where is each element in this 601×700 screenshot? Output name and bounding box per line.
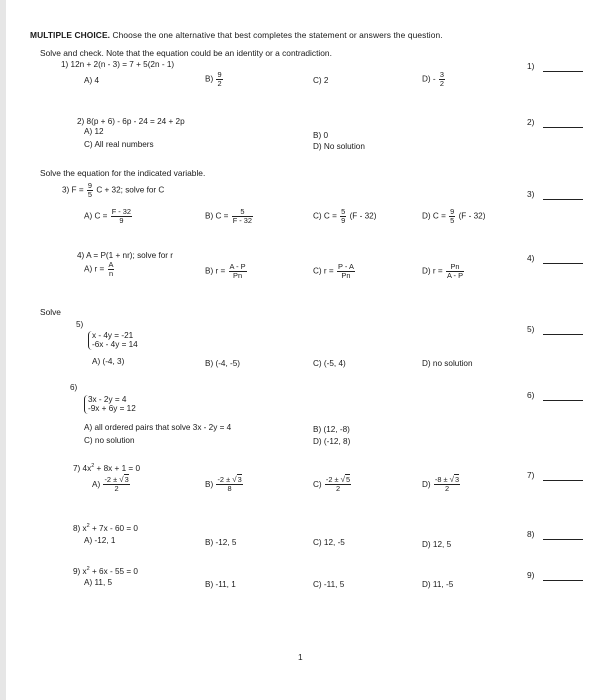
question-6-system (84, 395, 136, 414)
numerator: P - A (337, 262, 354, 271)
question-6-option-a: A) all ordered pairs that solve 3x - 2y = 4 (84, 423, 232, 432)
option-d-label: D) C = (422, 211, 446, 221)
fraction (111, 208, 132, 225)
numerator: A - P (229, 262, 246, 271)
question-4-option-d (422, 263, 465, 280)
question-5-system (88, 331, 138, 350)
system-equation-1: x - 4y = -21 (92, 331, 134, 340)
numerator-text: -2 ± (217, 475, 233, 484)
question-6-label: 6) (70, 383, 78, 392)
denominator: Pn (233, 270, 243, 280)
question-4-option-a (84, 261, 115, 278)
exponent: 2 (86, 566, 90, 572)
radicand: 3 (124, 475, 129, 484)
fraction (216, 71, 222, 88)
denominator: 5 (450, 215, 455, 225)
option-c-label: C) (313, 479, 322, 489)
numerator-text: -2 ± (104, 475, 120, 484)
question-7-option-c (313, 476, 352, 493)
option-a-label: A) r = (84, 264, 105, 274)
denominator: 9 (119, 215, 124, 225)
option-a-label: A) (92, 479, 101, 489)
question-4-option-b (205, 263, 248, 280)
option-d-label: D) r = (422, 266, 443, 276)
fraction (232, 208, 253, 225)
system-equation-2: -6x - 4y = 14 (92, 340, 138, 350)
option-a-label: A) C = (84, 211, 108, 221)
question-4-text: 4) A = P(1 + nr); solve for r (77, 251, 174, 260)
question-1-option-a: A) 4 (84, 76, 100, 85)
question-6-option-b: B) (12, -8) (313, 425, 350, 434)
question-9-option-b: B) -11, 1 (205, 580, 236, 589)
question-9-text (73, 566, 138, 576)
header-instruction: Choose the one alternative that best completes the statement or answers the question. (112, 30, 443, 40)
exponent: 2 (86, 523, 90, 529)
question-2-option-c: C) All real numbers (84, 140, 154, 149)
section-heading-1: Solve and check. Note that the equation could be an identity or a contradiction. (40, 48, 332, 58)
fraction (439, 71, 445, 88)
denominator: n (108, 268, 114, 278)
option-c-post: (F - 32) (349, 211, 377, 221)
system-equation-1: 3x - 2y = 4 (88, 395, 127, 404)
denominator: Pn (341, 270, 351, 280)
fraction (446, 263, 464, 280)
question-8-option-c: C) 12, -5 (313, 538, 345, 547)
fraction (103, 476, 129, 493)
numerator: 9 (217, 70, 222, 79)
question-7-option-b (205, 476, 244, 493)
answer-number-3: 3) (527, 189, 535, 199)
answer-number-9: 9) (527, 570, 535, 580)
question-5-label: 5) (76, 320, 84, 329)
question-7-option-a (92, 476, 131, 493)
question-4-option-c (313, 263, 356, 280)
question-3-option-d (422, 208, 485, 225)
system-equation-2: -9x + 6y = 12 (88, 404, 136, 414)
option-c-label: C) C = (313, 211, 337, 221)
numerator: Pn (446, 263, 464, 272)
option-c-label: C) r = (313, 266, 334, 276)
answer-number-7: 7) (527, 470, 535, 480)
page-edge (0, 0, 6, 700)
question-2-option-a: A) 12 (84, 127, 104, 136)
question-7-option-d (422, 476, 461, 493)
exponent: 2 (91, 463, 95, 469)
question-8-option-d: D) 12, 5 (422, 540, 452, 549)
section-heading-3: Solve (40, 307, 61, 317)
question-2-option-d: D) No solution (313, 142, 365, 151)
fraction (325, 476, 351, 493)
question-3-text (62, 182, 164, 199)
answer-blank-8[interactable] (543, 539, 583, 540)
sqrt-sign: √ (449, 475, 455, 484)
fraction (229, 263, 247, 280)
answer-blank-5[interactable] (543, 334, 583, 335)
answer-blank-7[interactable] (543, 480, 583, 481)
denominator: 2 (444, 484, 450, 494)
question-3-option-a (84, 208, 133, 225)
denominator: A - P (446, 270, 464, 280)
question-9-option-d: D) 11, -5 (422, 580, 454, 589)
option-b-label: B) (205, 479, 214, 489)
question-2-text: 2) 8(p + 6) - 6p - 24 = 24 + 2p (77, 117, 185, 126)
question-5-option-d: D) no solution (422, 359, 473, 368)
question-8-option-a: A) -12, 1 (84, 536, 116, 545)
question-3-option-c (313, 208, 376, 225)
header-title: MULTIPLE CHOICE. (30, 30, 111, 40)
sqrt-sign: √ (119, 475, 124, 484)
option-b-label: B) r = (205, 266, 226, 276)
numerator: 9 (450, 207, 455, 216)
question-1-option-c: C) 2 (313, 76, 329, 85)
answer-number-8: 8) (527, 529, 535, 539)
question-1-text: 1) 12n + 2(n - 3) = 7 + 5(2n - 1) (61, 60, 175, 69)
numerator: A (108, 260, 114, 269)
sqrt-sign: √ (340, 475, 346, 484)
equation-system-brace (88, 331, 138, 350)
question-5-option-c: C) (-5, 4) (313, 359, 346, 368)
answer-blank-2[interactable] (543, 127, 583, 128)
numerator-text: -8 ± (434, 475, 450, 484)
question-6-option-c: C) no solution (84, 436, 135, 445)
answer-number-4: 4) (527, 253, 535, 263)
fraction (216, 476, 242, 493)
question-8-text (73, 523, 138, 533)
q9-text-pre: 9) x (73, 567, 87, 576)
question-1-option-d (422, 71, 446, 88)
q8-text-post: + 7x - 60 = 0 (89, 524, 138, 533)
numerator: 9 (87, 181, 93, 190)
question-8-option-b: B) -12, 5 (205, 538, 237, 547)
numerator: 5 (232, 208, 253, 217)
option-d-post: (F - 32) (458, 211, 486, 221)
numerator: F - 32 (111, 207, 132, 216)
denominator: 5 (87, 189, 93, 199)
denominator: 2 (335, 484, 341, 494)
option-d-label: D) - (422, 74, 436, 84)
question-5-option-b: B) (-4, -5) (205, 359, 241, 368)
fraction (340, 208, 346, 225)
fraction (337, 263, 355, 280)
question-3-option-b (205, 208, 254, 225)
denominator: 8 (227, 484, 232, 494)
question-9-option-a: A) 11, 5 (84, 578, 113, 587)
q9-text-post: + 6x - 55 = 0 (89, 567, 138, 576)
question-9-option-c: C) -11, 5 (313, 580, 345, 589)
answer-blank-9[interactable] (543, 580, 583, 581)
page-number: 1 (298, 652, 303, 662)
fraction (434, 476, 460, 493)
radicand: 3 (237, 475, 242, 484)
answer-number-5: 5) (527, 324, 535, 334)
answer-number-1: 1) (527, 61, 535, 71)
denominator: 2 (217, 78, 222, 88)
fraction (87, 182, 93, 199)
answer-blank-4[interactable] (543, 263, 583, 264)
answer-blank-6[interactable] (543, 400, 583, 401)
numerator: 3 (439, 70, 445, 79)
q7-text-pre: 7) 4x (73, 464, 92, 473)
numerator: 5 (341, 207, 346, 216)
option-b-label: B) C = (205, 211, 229, 221)
answer-number-2: 2) (527, 117, 535, 127)
answer-number-6: 6) (527, 390, 535, 400)
page-header (30, 30, 443, 40)
denominator: F - 32 (232, 215, 253, 225)
q8-text-pre: 8) x (73, 524, 87, 533)
question-6-option-d: D) (-12, 8) (313, 437, 351, 446)
answer-blank-3[interactable] (543, 199, 583, 200)
numerator-text: -2 ± (325, 475, 341, 484)
fraction (108, 261, 115, 278)
denominator: 2 (439, 78, 445, 88)
sqrt-sign: √ (232, 475, 237, 484)
question-7-text (73, 463, 140, 473)
question-2-option-b: B) 0 (313, 131, 329, 140)
answer-blank-1[interactable] (543, 71, 583, 72)
q3-text-pre: 3) F = (62, 185, 84, 195)
option-b-label: B) (205, 74, 214, 84)
radicand: 5 (346, 475, 351, 484)
radicand: 3 (455, 475, 460, 484)
fraction (449, 208, 455, 225)
section-heading-2: Solve the equation for the indicated variable. (40, 168, 206, 178)
denominator: 9 (341, 215, 346, 225)
equation-system-brace (84, 395, 136, 414)
option-d-label: D) (422, 479, 431, 489)
question-5-option-a: A) (-4, 3) (92, 357, 125, 366)
question-1-option-b (205, 71, 224, 88)
denominator: 2 (114, 484, 119, 494)
q7-text-post: + 8x + 1 = 0 (94, 464, 141, 473)
q3-text-post: C + 32; solve for C (96, 185, 165, 195)
